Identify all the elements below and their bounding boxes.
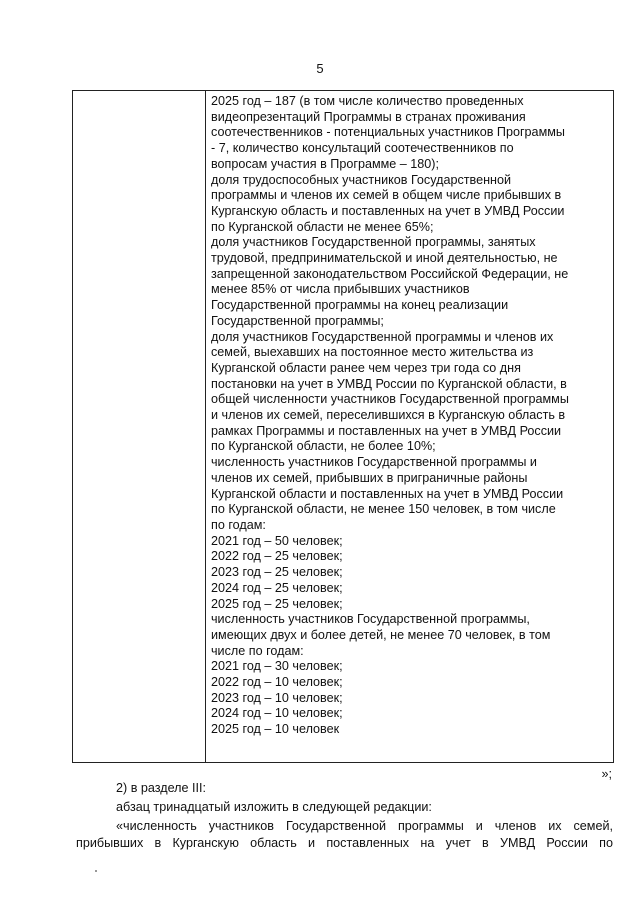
table-text-line: 2025 год – 25 человек; [211, 596, 343, 611]
table-text-line: общей численности участников Государственной программы [211, 392, 569, 407]
table-text-line: доля трудоспособных участников Государственной [211, 172, 512, 187]
quoted-text-line-1: «численность участников Государственной программы и членов их семей, [116, 819, 613, 833]
table-text-line: - 7, количество консультаций соотечественников по [211, 141, 514, 156]
table-text-line: видеопрезентаций Программы в странах проживания [211, 109, 526, 124]
table-text-line: постановки на учет в УМВД России по Курганской области, в [211, 376, 567, 391]
table-text-line: семей, выехавших на постоянное место жительства из [211, 345, 534, 360]
table-text-line: имеющих двух и более детей, не менее 70 человек, в том [211, 627, 551, 642]
quoted-text-line-2: прибывших в Курганскую область и поставленных на учет в УМВД России по [76, 836, 613, 850]
table-text-line: 2023 год – 10 человек; [211, 690, 343, 705]
table-text-line: 2025 год – 10 человек [211, 722, 340, 737]
table-text-line: численность участников Государственной программы, [211, 612, 530, 627]
indicators-table [72, 90, 614, 763]
table-text-line: менее 85% от числа прибывших участников [211, 282, 470, 297]
table-text-line: 2022 год – 10 человек; [211, 675, 343, 690]
table-text-line: членов их семей, прибывших в приграничные районы [211, 470, 528, 485]
table-text-line: численность участников Государственной программы и [211, 455, 537, 470]
table-text-line: и членов их семей, переселившихся в Курганскую область в [211, 408, 566, 423]
table-text-line: Государственной программы на конец реализации [211, 298, 509, 313]
table-text-line: по годам: [211, 517, 266, 532]
page-number: 5 [316, 61, 324, 76]
table-text-line: Государственной программы; [211, 313, 384, 328]
table-text-line: 2024 год – 25 человек; [211, 580, 343, 595]
table-text-line: трудовой, предпринимательской и иной деятельностью, не [211, 251, 558, 266]
table-text-line: по Курганской области, не более 10%; [211, 439, 436, 454]
amendment-instruction: абзац тринадцатый изложить в следующей редакции: [116, 800, 432, 814]
column-divider [205, 91, 206, 762]
table-text-line: соотечественников - потенциальных участников Программы [211, 125, 565, 140]
table-text-line: рамках Программы и поставленных на учет в УМВД России [211, 423, 562, 438]
table-text-line: 2025 год – 187 (в том числе количество проведенных [211, 94, 524, 108]
table-text-line: 2021 год – 50 человек; [211, 533, 343, 548]
table-text-line: Курганской области и поставленных на учет в УМВД России [211, 486, 564, 501]
closing-quote-mark: »; [601, 767, 612, 781]
table-text-line: 2021 год – 30 человек; [211, 659, 343, 674]
table-text-line: Курганской области ранее чем через три года со дня [211, 360, 521, 375]
table-text-line: 2024 год – 10 человек; [211, 706, 343, 721]
table-text-line: по Курганской области не менее 65%; [211, 219, 434, 234]
table-text-line: числе по годам: [211, 643, 304, 658]
table-text-line: доля участников Государственной программы и членов их [211, 329, 554, 344]
item-2-heading: 2) в разделе III: [116, 781, 207, 795]
table-text-line: по Курганской области, не менее 150 человек, в том числе [211, 502, 556, 517]
table-text-line: доля участников Государственной программы, занятых [211, 235, 536, 250]
indicators-cell [211, 94, 611, 738]
table-text-line: 2022 год – 25 человек; [211, 549, 343, 564]
table-text-line: вопросам участия в Программе – 180); [211, 156, 439, 171]
table-text-line: 2023 год – 25 человек; [211, 565, 343, 580]
scan-speck [95, 870, 97, 872]
table-text-line: запрещенной законодательством Российской Федерации, не [211, 266, 569, 281]
table-text-line: Курганскую область и поставленных на учет в УМВД России [211, 203, 565, 218]
table-text-line: программы и членов их семей в общем числе прибывших в [211, 188, 562, 203]
